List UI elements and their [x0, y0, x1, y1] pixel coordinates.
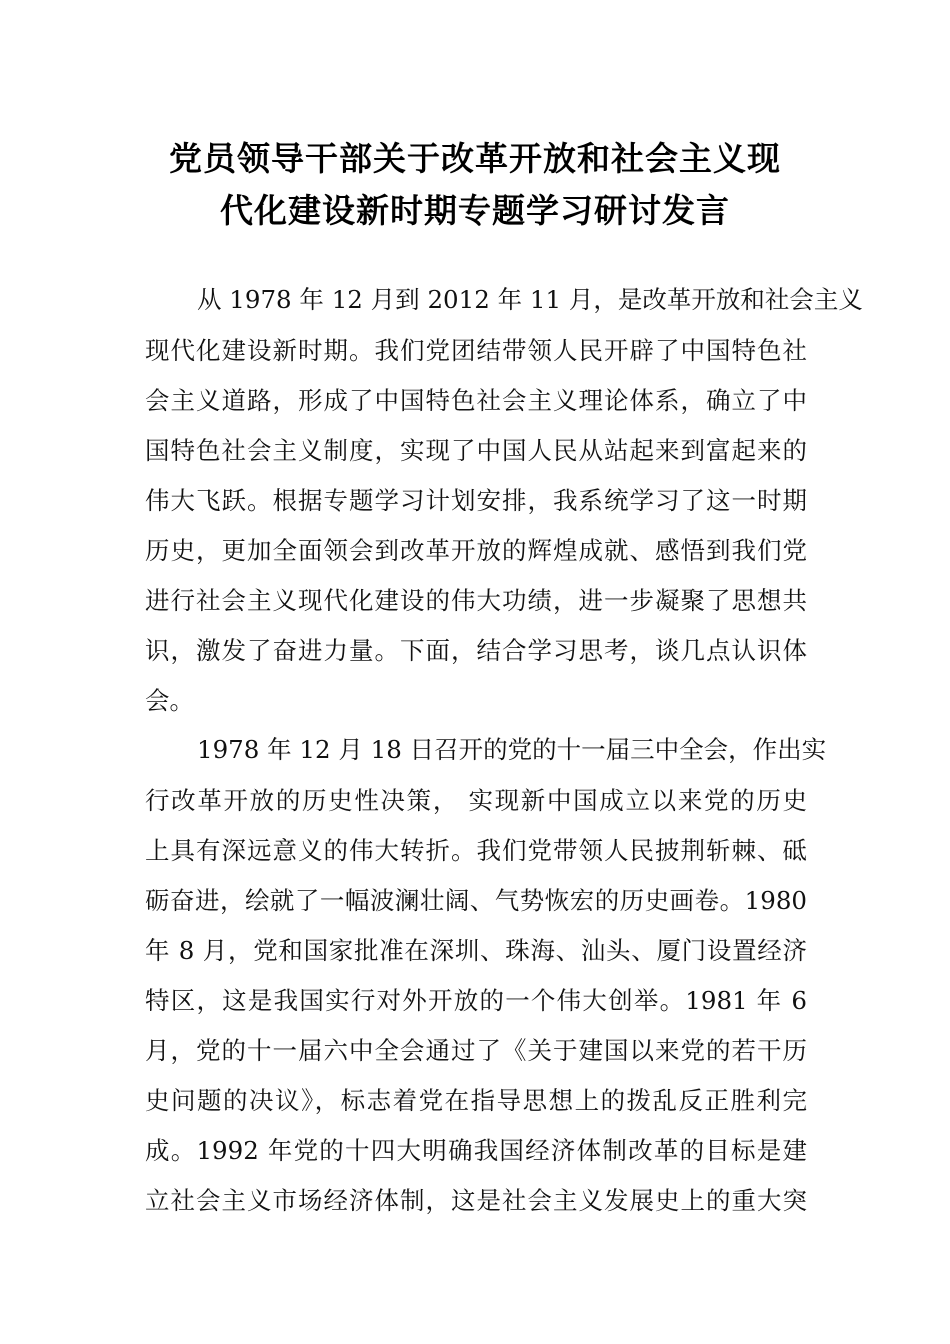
paragraph-2-line-5: 年 8 月，党和国家批准在深圳、珠海、汕头、厦门设置经济 — [145, 936, 807, 965]
paragraph-1-line-2: 现代化建设新时期。我们党团结带领人民开辟了中国特色社 — [145, 336, 807, 365]
paragraph-2-line-4: 砺奋进，绘就了一幅波澜壮阔、气势恢宏的历史画卷。1980 — [145, 886, 807, 915]
paragraph-1-line-8: 识，激发了奋进力量。下面，结合学习思考，谈几点认识体 — [145, 636, 807, 665]
paragraph-2-line-9: 成。1992 年党的十四大明确我国经济体制改革的目标是建 — [145, 1136, 807, 1165]
paragraph-2-line-3: 上具有深远意义的伟大转折。我们党带领人民披荆斩棘、砥 — [145, 836, 807, 865]
paragraph-2-line-7: 月，党的十一届六中全会通过了《关于建国以来党的若干历 — [145, 1036, 807, 1065]
paragraph-1-line-6: 历史，更加全面领会到改革开放的辉煌成就、感悟到我们党 — [145, 536, 807, 565]
paragraph-2-line-2: 行改革开放的历史性决策， 实现新中国成立以来党的历史 — [145, 786, 807, 815]
paragraph-1-line-7: 进行社会主义现代化建设的伟大功绩，进一步凝聚了思想共 — [145, 586, 807, 615]
paragraph-2-line-1: 1978 年 12 月 18 日召开的党的十一届三中全会，作出实 — [197, 735, 827, 764]
paragraph-2-line-6: 特区，这是我国实行对外开放的一个伟大创举。1981 年 6 — [145, 986, 807, 1015]
paragraph-1-line-1: 从 1978 年 12 月到 2012 年 11 月，是改革开放和社会主义 — [197, 285, 863, 314]
document-title-line-1: 党员领导干部关于改革开放和社会主义现 — [169, 139, 781, 178]
paragraph-2-line-10: 立社会主义市场经济体制，这是社会主义发展史上的重大突 — [145, 1186, 807, 1215]
paragraph-1-line-4: 国特色社会主义制度，实现了中国人民从站起来到富起来的 — [145, 436, 807, 465]
paragraph-1-line-3: 会主义道路，形成了中国特色社会主义理论体系，确立了中 — [145, 386, 807, 415]
document-title-line-2: 代化建设新时期专题学习研讨发言 — [220, 191, 730, 230]
paragraph-2-line-8: 史问题的决议》，标志着党在指导思想上的拨乱反正胜利完 — [145, 1086, 807, 1115]
paragraph-1-line-5: 伟大飞跃。根据专题学习计划安排，我系统学习了这一时期 — [145, 486, 807, 515]
paragraph-1-line-9: 会。 — [145, 686, 194, 715]
